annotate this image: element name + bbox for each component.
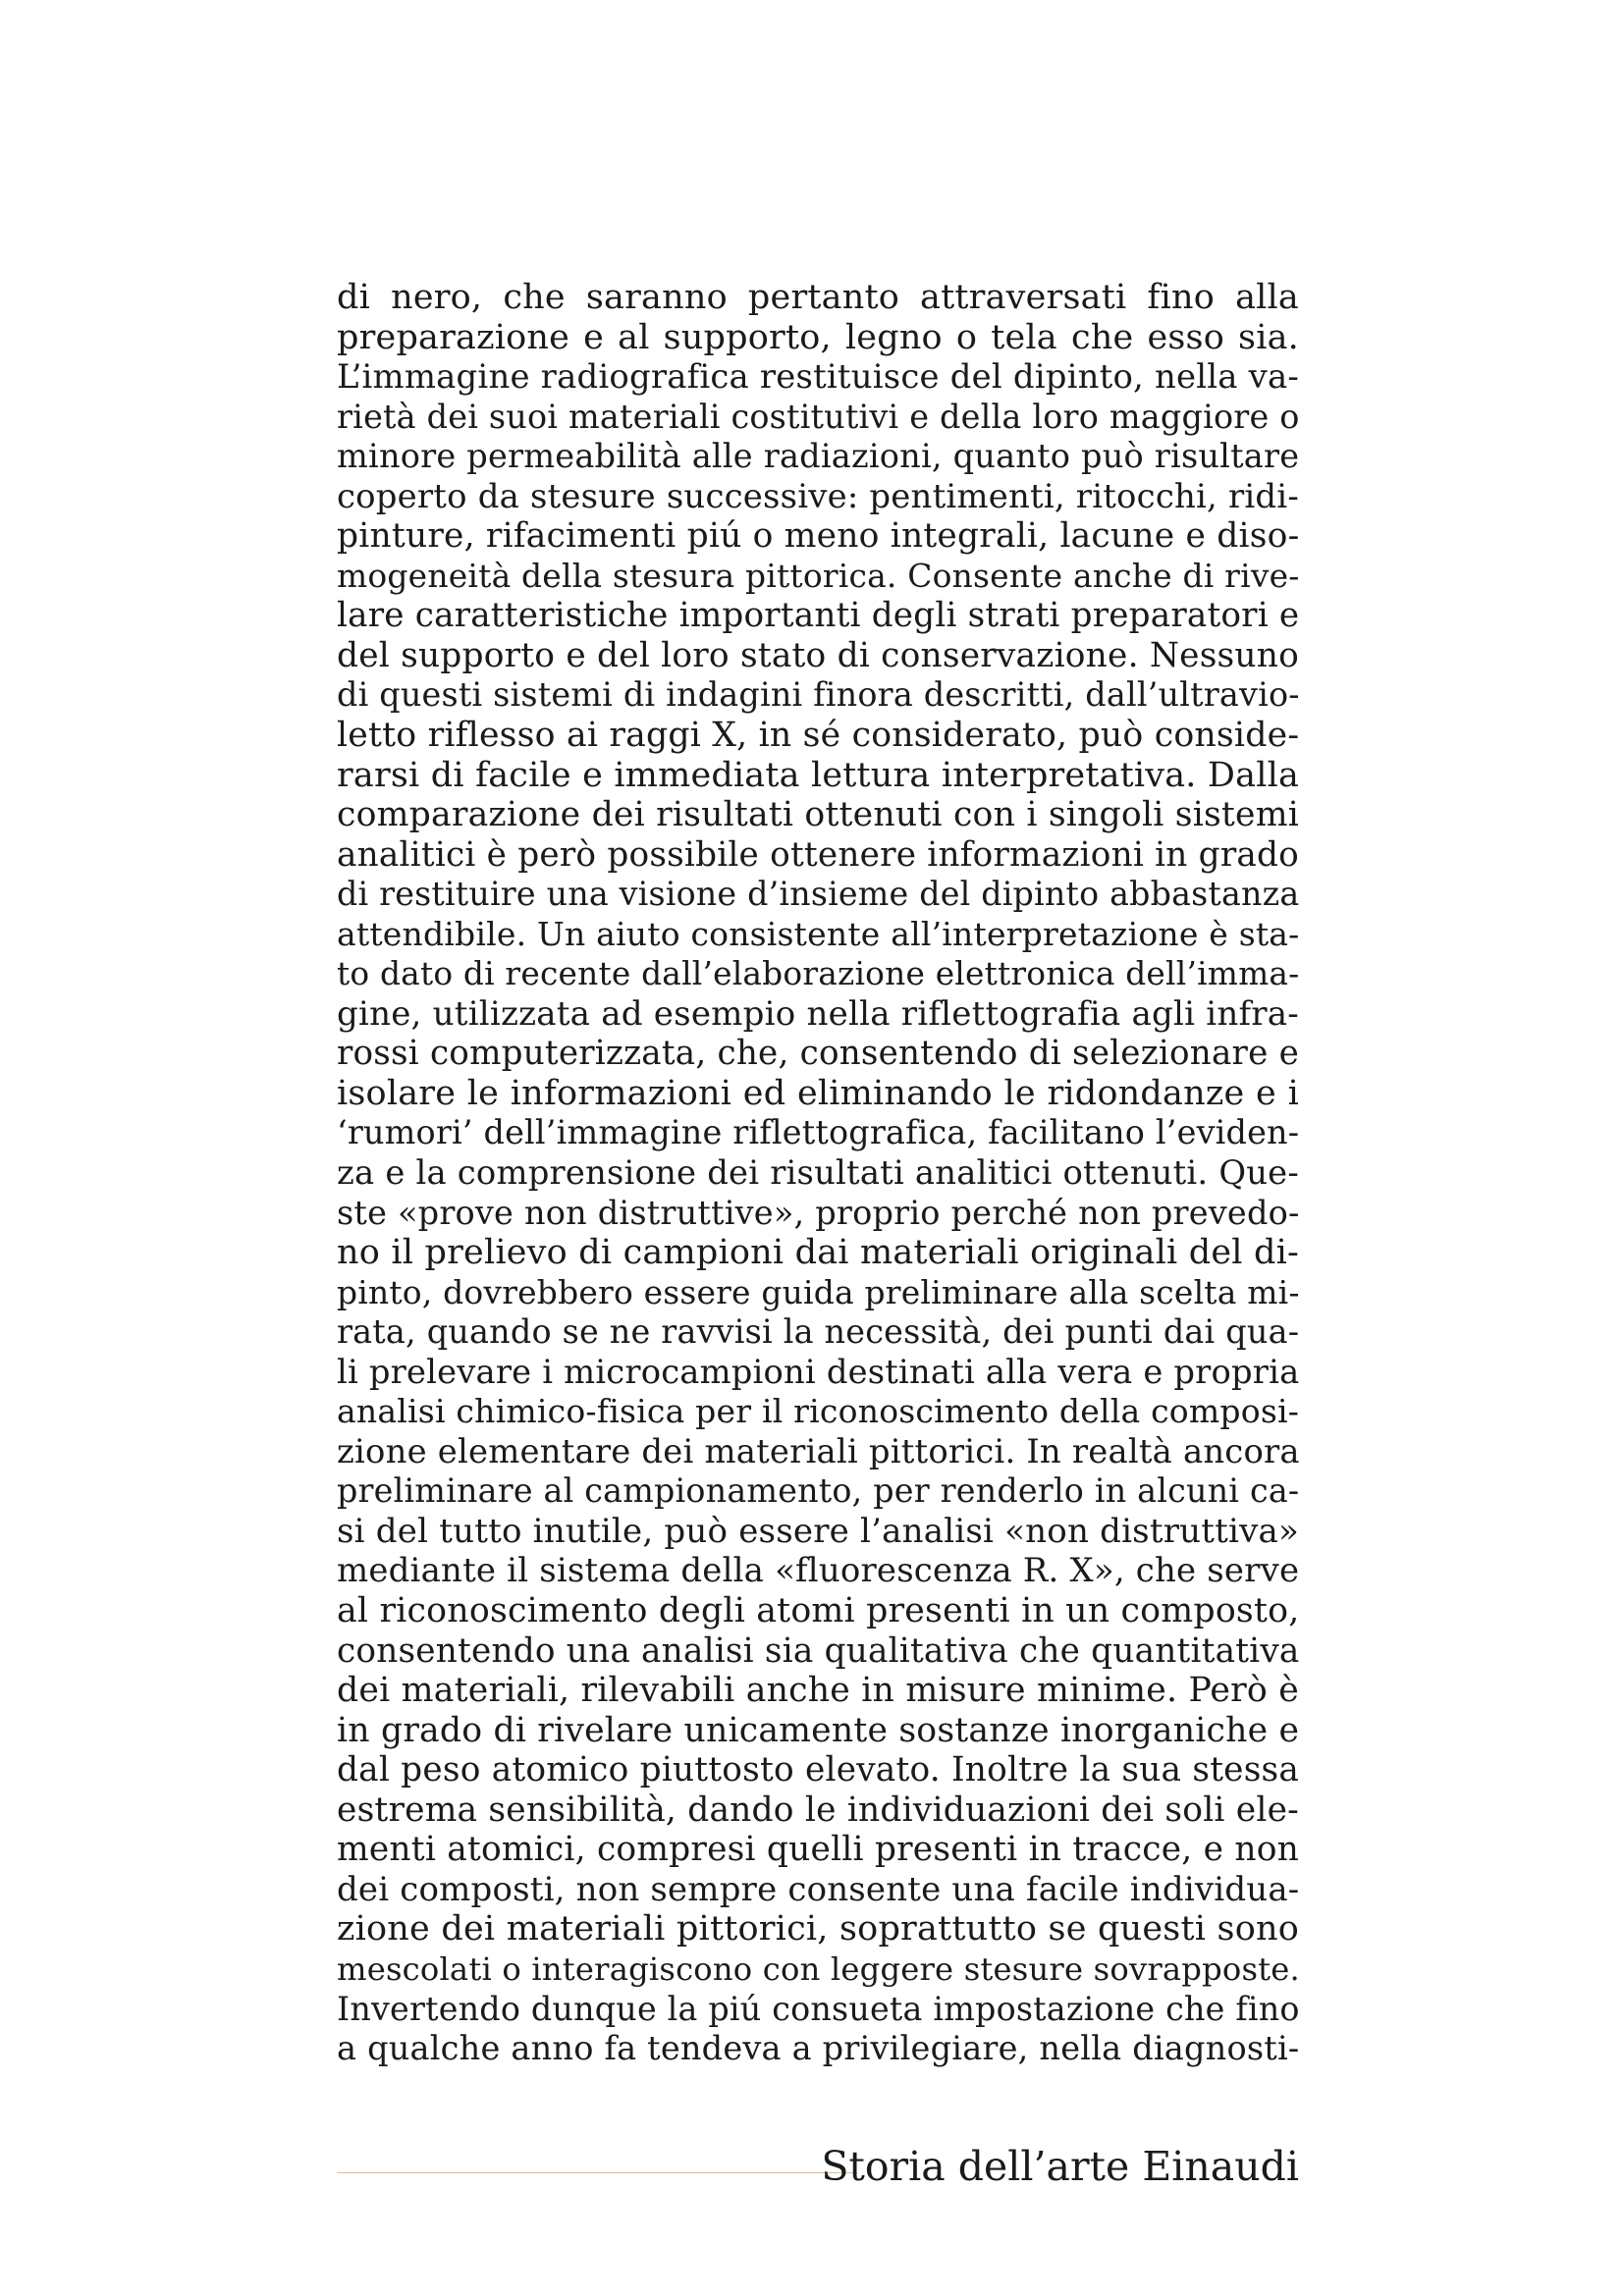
text-line: no il prelievo di campioni dai materiali originali del di- <box>337 1233 1299 1273</box>
body-text <box>337 278 1299 2069</box>
text-line: preparazione e al supporto, legno o tela che esso sia. <box>337 317 1299 357</box>
text-line: mogeneità della stesura pittorica. Consente anche di rive- <box>337 556 1300 595</box>
page-footer <box>337 2137 1299 2196</box>
footer-title: Storia dell’arte Einaudi <box>821 2143 1299 2190</box>
text-line: di nero, che saranno pertanto attraversati fino alla <box>337 278 1299 317</box>
text-line: lare caratteristiche importanti degli strati preparatori e <box>337 596 1300 636</box>
text-line: mediante il sistema della «fluorescenza R. X», che serve <box>337 1551 1300 1590</box>
text-line: ‘rumori’ dell’immagine riflettografica, facilitano l’eviden- <box>337 1113 1300 1152</box>
text-line: di questi sistemi di indagini finora descritti, dall’ultravio- <box>337 675 1300 715</box>
text-line: za e la comprensione dei risultati analitici ottenuti. Que- <box>337 1153 1299 1193</box>
text-line: coperto da stesure successive: pentimenti, ritocchi, ridi- <box>337 476 1299 515</box>
text-line: estrema sensibilità, dando le individuazioni dei soli ele- <box>337 1789 1299 1830</box>
text-line: dei composti, non sempre consente una facile individua- <box>337 1869 1300 1909</box>
text-line: L’immagine radiografica restituisce del dipinto, nella va- <box>337 357 1299 397</box>
text-line: si del tutto inutile, può essere l’analisi «non distruttiva» <box>337 1511 1299 1551</box>
text-line: di restituire una visione d’insieme del dipinto abbastanza <box>337 875 1300 914</box>
text-line: li prelevare i microcampioni destinati alla vera e propria <box>337 1352 1300 1391</box>
text-line: rata, quando se ne ravvisi la necessità, dei punti dai qua- <box>337 1312 1300 1352</box>
text-line: rarsi di facile e immediata lettura interpretativa. Dalla <box>337 755 1299 795</box>
text-line: al riconoscimento degli atomi presenti in un composto, <box>337 1591 1300 1631</box>
text-line: pinto, dovrebbero essere guida preliminare alla scelta mi- <box>337 1272 1300 1311</box>
text-line: consentendo una analisi sia qualitativa che quantitativa <box>337 1630 1300 1671</box>
footer-rule <box>337 2172 857 2173</box>
text-line: del supporto e del loro stato di conservazione. Nessuno <box>337 635 1299 675</box>
text-line: in grado di rivelare unicamente sostanze inorganiche e <box>337 1710 1300 1750</box>
text-line: isolare le informazioni ed eliminando le ridondanze e i <box>337 1073 1299 1113</box>
text-line: preliminare al campionamento, per renderlo in alcuni ca- <box>337 1471 1300 1511</box>
text-line: dei materiali, rilevabili anche in misure minime. Però è <box>337 1671 1299 1711</box>
text-line: minore permeabilità alle radiazioni, quanto può risultare <box>337 437 1300 476</box>
text-line: menti atomici, compresi quelli presenti in tracce, e non <box>337 1830 1299 1870</box>
text-line: zione dei materiali pittorici, soprattutto se questi sono <box>337 1909 1299 1949</box>
text-line: rietà dei suoi materiali costitutivi e della loro maggiore o <box>337 397 1300 436</box>
text-line: gine, utilizzata ad esempio nella riflettografia agli infra- <box>337 993 1299 1034</box>
text-line: analisi chimico-fisica per il riconoscimento della composi- <box>337 1392 1300 1431</box>
text-line: analitici è però possibile ottenere informazioni in grado <box>337 834 1299 875</box>
text-line: letto riflesso ai raggi X, in sé considerato, può conside- <box>337 716 1300 756</box>
text-line: ste «prove non distruttive», proprio perché non prevedo- <box>337 1193 1300 1232</box>
text-line: pinture, rifacimenti piú o meno integrali, lacune e diso- <box>337 516 1300 557</box>
text-line: zione elementare dei materiali pittorici. In realtà ancora <box>337 1431 1300 1470</box>
text-line: dal peso atomico piuttosto elevato. Inoltre la sua stessa <box>337 1750 1299 1790</box>
text-line: rossi computerizzata, che, consentendo di selezionare e <box>337 1034 1299 1074</box>
text-line: Invertendo dunque la piú consueta impostazione che fino <box>337 1989 1300 2028</box>
text-line: attendibile. Un aiuto consistente all’interpretazione è sta- <box>337 914 1300 953</box>
text-line: comparazione dei risultati ottenuti con i singoli sistemi <box>337 795 1299 835</box>
text-line: to dato di recente dall’elaborazione elettronica dell’imma- <box>337 955 1300 993</box>
text-line: a qualche anno fa tendeva a privilegiare, nella diagnosti- <box>337 2029 1300 2068</box>
text-line: mescolati o interagiscono con leggere stesure sovrapposte. <box>337 1949 1300 1988</box>
